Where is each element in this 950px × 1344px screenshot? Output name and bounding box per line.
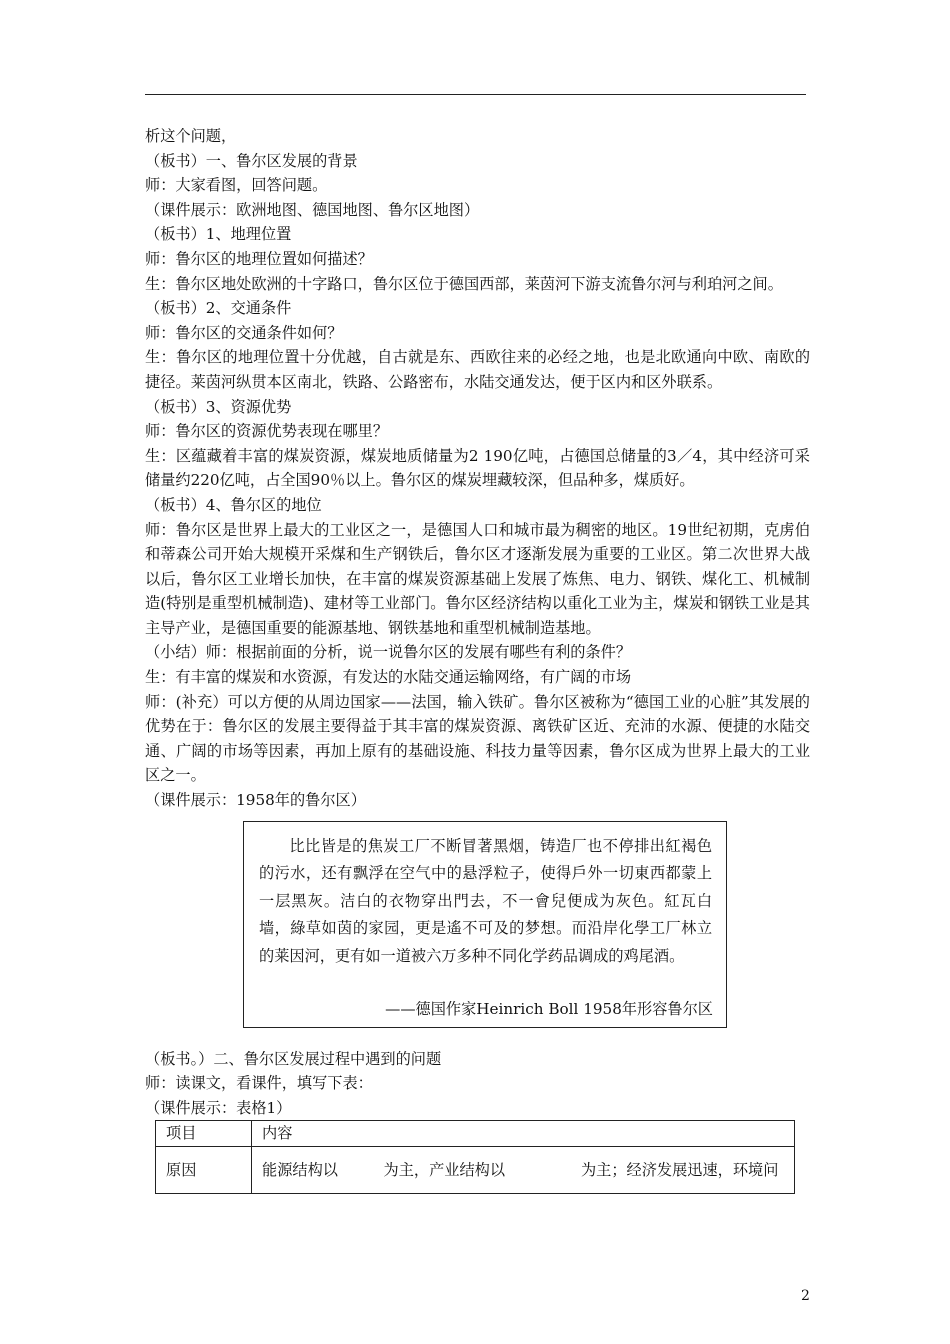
document-body [145,124,810,1194]
quote-box [243,821,727,1028]
text-line: 师：鲁尔区的地理位置如何描述？ [145,249,373,268]
table-header-row [156,1121,795,1147]
text-line: 生：鲁尔区的地理位置十分优越，自古就是东、西欧往来的必经之地，也是北欧通向中欧、南欧的捷径。莱茵河纵贯本区南北，铁路、公路密布，水陆交通发达，便于区内和区外联系。 [145,348,810,391]
table-header-cell: 内容 [252,1121,795,1147]
text-line: （课件展示：表格1） [145,1098,292,1117]
board-heading: （板书）1、地理位置 [145,225,292,244]
text-line: 师：鲁尔区的资源优势表现在哪里？ [145,422,388,441]
header-rule [145,94,806,95]
board-heading: （板书）3、资源优势 [145,397,292,416]
table-header-cell: 项目 [156,1121,252,1147]
quote-source: ——德国作家Heinrich Boll 1958年形容鲁尔区 [385,999,713,1018]
text-line: （课件展示：欧洲地图、德国地图、鲁尔区地图） [145,200,480,219]
quote-body: 比比皆是的焦炭工厂不断冒著黑烟，铸造厂也不停排出紅褐色的污水，还有飘浮在空气中的悬浮粒子，使得戶外一切東西都蒙上一层黑灰。洁白的衣物穿出門去，不一會兒便成为灰色。紅瓦白墙，綠草如茵的家园，更是遙不可及的梦想。而沿岸化學工厂林立的莱因河，更有如一道被六万多种不同化学药品调成的鸡尾酒。 [259,836,712,965]
text-line: 析这个问题， [145,127,237,145]
text-line: 生：区蕴藏着丰富的煤炭资源，煤炭地质储量为2 190亿吨，占德国总储量的3／4，其中经济可采储量约220亿吨，占全国90％以上。鲁尔区的煤炭埋藏较深，但品种多，煤质好。 [145,446,810,490]
page-number: 2 [801,1288,810,1304]
table-row [156,1147,795,1194]
board-heading: （板书）4、鲁尔区的地位 [145,495,322,514]
table-cell: 原因 [156,1147,252,1194]
post-quote-section [145,1047,810,1121]
table-1 [155,1120,795,1194]
board-heading: （板书）一、鲁尔区发展的背景 [145,151,358,170]
board-heading: （板书。）二、鲁尔区发展过程中遇到的问题 [145,1049,442,1068]
board-heading: （板书）2、交通条件 [145,299,292,318]
text-line: 师：大家看图，回答问题。 [145,176,328,195]
text-line: 生：有丰富的煤炭和水资源，有发达的水陆交通运输网络，有广阔的市场 [145,668,631,687]
text-line: 师：鲁尔区是世界上最大的工业区之一，是德国人口和城市最为稠密的地区。19世纪初期，克虏伯和蒂森公司开始大规模开采煤和生产钢铁后，鲁尔区才逐渐发展为重要的工业区。第二次世界大战以后，鲁尔区工业增长加快，在丰富的煤炭资源基础上发展了炼焦、电力、钢铁、煤化工、机械制造(特别是重型机械制造)、建材等工业部门。鲁尔区经济结构以重化工业为主，煤炭和钢铁工业是其主导产业，是德国重要的能源基地、钢铁基地和重型机械制造基地。 [145,520,810,637]
text-line: 师：读课文，看课件，填写下表： [145,1074,373,1093]
table-cell: 能源结构以 为主，产业结构以 为主；经济发展迅速，环境问 [252,1147,795,1194]
text-line: 生：鲁尔区地处欧洲的十字路口，鲁尔区位于德国西部，莱茵河下游支流鲁尔河与利珀河之间。 [145,274,783,293]
text-line: （课件展示：1958年的鲁尔区） [145,791,366,810]
text-line: 师：鲁尔区的交通条件如何？ [145,323,343,342]
text-line: 师：(补充）可以方便的从周边国家——法国，输入铁矿。鲁尔区被称为“德国工业的心脏”其发展的优势在于：鲁尔区的发展主要得益于其丰富的煤炭资源、离铁矿区近、充沛的水源、便捷的水陆交通、广阔的市场等因素，再加上原有的基础设施、科技力量等因素，鲁尔区成为世界上最大的工业区之一。 [145,692,810,785]
summary-line: （小结）师：根据前面的分析，说一说鲁尔区的发展有哪些有利的条件？ [145,643,631,662]
